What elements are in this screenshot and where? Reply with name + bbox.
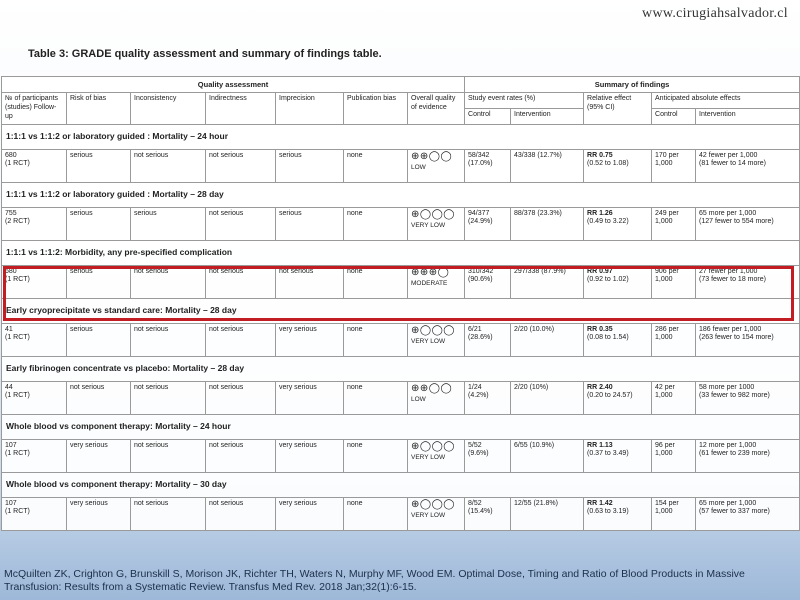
inconsistency-value: not serious xyxy=(134,267,169,275)
control-rate-cell xyxy=(465,265,511,298)
abs-intervention-ci: (61 fewer to 239 more) xyxy=(699,450,770,458)
indirectness-cell xyxy=(206,149,276,182)
indirectness-cell xyxy=(206,207,276,240)
imprecision-value: very serious xyxy=(279,441,317,449)
relative-effect-cell xyxy=(584,265,652,298)
risk-of-bias-cell xyxy=(67,207,131,240)
indirectness-value: not serious xyxy=(209,325,244,333)
imprecision-value: serious xyxy=(279,151,302,159)
table-row xyxy=(2,381,800,414)
intervention-rate: 2/20 (10%) xyxy=(514,383,549,391)
imprecision-value: very serious xyxy=(279,499,317,507)
control-rate: 1/24 xyxy=(468,383,482,391)
indirectness-header: Indirectness xyxy=(206,93,276,124)
section-title: Whole blood vs component therapy: Mortality – 24 hour xyxy=(2,414,800,439)
quality-label: VERY LOW xyxy=(411,511,446,519)
indirectness-value: not serious xyxy=(209,441,244,449)
control-pct: (4.2%) xyxy=(468,392,489,400)
rr-ci: (0.92 to 1.02) xyxy=(587,276,629,284)
abs-control-cell xyxy=(652,381,696,414)
quality-assessment-header: Quality assessment xyxy=(2,77,465,93)
table-row xyxy=(2,265,800,298)
participants-count: 107 xyxy=(5,441,17,449)
publication-bias-value: none xyxy=(347,267,363,275)
abs-control-cell xyxy=(652,149,696,182)
abs-control-cell xyxy=(652,439,696,472)
quality-symbols: ⊕◯◯◯ xyxy=(411,208,455,220)
absolute-effects-header: Anticipated absolute effects xyxy=(652,93,800,109)
section-title: 1:1:1 vs 1:1:2 or laboratory guided : Mortality – 24 hour xyxy=(2,124,800,149)
abs-intervention-ci: (33 fewer to 982 more) xyxy=(699,392,770,400)
imprecision-cell xyxy=(276,207,344,240)
risk-of-bias-value: very serious xyxy=(70,499,108,507)
quality-symbols: ⊕⊕◯◯ xyxy=(411,382,453,394)
publication-bias-value: none xyxy=(347,499,363,507)
relative-effect-cell xyxy=(584,207,652,240)
quality-symbols: ⊕◯◯◯ xyxy=(411,498,455,510)
inconsistency-header: Inconsistency xyxy=(131,93,206,124)
participants-cell xyxy=(2,497,67,530)
publication-bias-cell xyxy=(344,207,408,240)
intervention-rate: 88/378 (23.3%) xyxy=(514,209,562,217)
intervention-rate-cell xyxy=(511,497,584,530)
imprecision-cell xyxy=(276,497,344,530)
table-row xyxy=(2,439,800,472)
rr-value: RR 0.97 xyxy=(587,267,613,275)
intervention-rate: 12/55 (21.8%) xyxy=(514,499,558,507)
imprecision-cell xyxy=(276,439,344,472)
risk-of-bias-value: serious xyxy=(70,325,93,333)
abs-control-value: 170 per 1,000 xyxy=(655,151,679,168)
relative-effect-header: Relative effect (95% CI) xyxy=(584,93,652,124)
control-rate-cell xyxy=(465,149,511,182)
abs-control-cell xyxy=(652,323,696,356)
control-pct: (15.4%) xyxy=(468,508,493,516)
control-rate: 8/52 xyxy=(468,499,482,507)
overall-quality-header: Overall quality of evidence xyxy=(408,93,465,124)
rr-value: RR 1.13 xyxy=(587,441,613,449)
section-row xyxy=(2,240,800,265)
control-pct: (24.9%) xyxy=(468,218,493,226)
indirectness-value: not serious xyxy=(209,151,244,159)
imprecision-cell xyxy=(276,381,344,414)
participants-header: № of participants (studies) Follow-up xyxy=(2,93,67,124)
control-rate: 310/342 xyxy=(468,267,494,275)
intervention-rate-cell xyxy=(511,207,584,240)
indirectness-value: not serious xyxy=(209,209,244,217)
rr-ci: (0.52 to 1.08) xyxy=(587,160,629,168)
publication-bias-cell xyxy=(344,323,408,356)
section-title: 1:1:1 vs 1:1:2 or laboratory guided : Mortality – 28 day xyxy=(2,182,800,207)
study-event-rates-header: Study event rates (%) xyxy=(465,93,584,109)
section-row xyxy=(2,298,800,323)
quality-cell xyxy=(408,149,465,182)
inconsistency-cell xyxy=(131,439,206,472)
inconsistency-value: not serious xyxy=(134,499,169,507)
intervention-rate: 2/20 (10.0%) xyxy=(514,325,555,333)
rr-ci: (0.49 to 3.22) xyxy=(587,218,629,226)
risk-of-bias-value: serious xyxy=(70,267,93,275)
inconsistency-cell xyxy=(131,265,206,298)
site-url: www.cirugiahsalvador.cl xyxy=(642,6,788,21)
abs-intervention-value: 12 more per 1,000 xyxy=(699,441,757,449)
intervention-rate: 6/55 (10.9%) xyxy=(514,441,555,449)
section-row xyxy=(2,472,800,497)
participants-cell xyxy=(2,149,67,182)
section-title: Early fibrinogen concentrate vs placebo: Mortality – 28 day xyxy=(2,356,800,381)
control-header: Control xyxy=(465,109,511,125)
publication-bias-cell xyxy=(344,149,408,182)
studies-count: (1 RCT) xyxy=(5,508,30,516)
studies-count: (1 RCT) xyxy=(5,392,30,400)
abs-intervention-value: 65 more per 1,000 xyxy=(699,209,757,217)
table-row xyxy=(2,497,800,530)
intervention-header: Intervention xyxy=(511,109,584,125)
quality-cell xyxy=(408,323,465,356)
rr-ci: (0.37 to 3.49) xyxy=(587,450,629,458)
control-rate: 58/342 xyxy=(468,151,490,159)
group-header-row xyxy=(2,77,800,93)
quality-symbols: ⊕⊕◯◯ xyxy=(411,150,453,162)
imprecision-cell xyxy=(276,265,344,298)
participants-count: 107 xyxy=(5,499,17,507)
imprecision-value: very serious xyxy=(279,325,317,333)
rr-value: RR 0.75 xyxy=(587,151,613,159)
publication-bias-value: none xyxy=(347,441,363,449)
abs-intervention-value: 58 more per 1000 xyxy=(699,383,755,391)
relative-effect-cell xyxy=(584,323,652,356)
imprecision-cell xyxy=(276,323,344,356)
risk-of-bias-cell xyxy=(67,149,131,182)
rr-value: RR 0.35 xyxy=(587,325,613,333)
indirectness-value: not serious xyxy=(209,499,244,507)
control-rate-cell xyxy=(465,381,511,414)
section-row xyxy=(2,182,800,207)
risk-of-bias-cell xyxy=(67,497,131,530)
participants-cell xyxy=(2,207,67,240)
rr-ci: (0.20 to 24.57) xyxy=(587,392,633,400)
intervention-rate-cell xyxy=(511,265,584,298)
imprecision-cell xyxy=(276,149,344,182)
control-rate-cell xyxy=(465,207,511,240)
abs-intervention-cell xyxy=(696,323,800,356)
rr-value: RR 2.40 xyxy=(587,383,613,391)
quality-label: LOW xyxy=(411,395,426,403)
quality-label: VERY LOW xyxy=(411,337,446,345)
quality-cell xyxy=(408,497,465,530)
control-rate: 6/21 xyxy=(468,325,482,333)
quality-label: MODERATE xyxy=(411,279,448,287)
relative-effect-cell xyxy=(584,497,652,530)
abs-intervention-ci: (127 fewer to 554 more) xyxy=(699,218,774,226)
intervention-rate-cell xyxy=(511,149,584,182)
quality-symbols: ⊕⊕⊕◯ xyxy=(411,266,450,278)
quality-cell xyxy=(408,439,465,472)
participants-cell xyxy=(2,265,67,298)
abs-intervention-cell xyxy=(696,381,800,414)
participants-count: 755 xyxy=(5,209,17,217)
quality-cell xyxy=(408,265,465,298)
intervention-rate-cell xyxy=(511,439,584,472)
control-rate-cell xyxy=(465,323,511,356)
participants-count: 680 xyxy=(5,267,17,275)
table-body xyxy=(2,124,800,530)
inconsistency-value: not serious xyxy=(134,325,169,333)
abs-intervention-cell xyxy=(696,149,800,182)
abs-intervention-header: Intervention xyxy=(696,109,800,125)
table-row xyxy=(2,149,800,182)
control-pct: (9.6%) xyxy=(468,450,489,458)
quality-cell xyxy=(408,207,465,240)
indirectness-value: not serious xyxy=(209,383,244,391)
abs-control-cell xyxy=(652,265,696,298)
inconsistency-value: not serious xyxy=(134,441,169,449)
publication-bias-header: Publication bias xyxy=(344,93,408,124)
indirectness-cell xyxy=(206,265,276,298)
imprecision-header: Imprecision xyxy=(276,93,344,124)
risk-of-bias-header: Risk of bias xyxy=(67,93,131,124)
risk-of-bias-value: very serious xyxy=(70,441,108,449)
section-title: 1:1:1 vs 1:1:2: Morbidity, any pre-specified complication xyxy=(2,240,800,265)
risk-of-bias-value: serious xyxy=(70,209,93,217)
abs-intervention-value: 42 fewer per 1,000 xyxy=(699,151,758,159)
imprecision-value: not serious xyxy=(279,267,314,275)
table-row xyxy=(2,207,800,240)
participants-count: 41 xyxy=(5,325,13,333)
abs-intervention-cell xyxy=(696,265,800,298)
studies-count: (1 RCT) xyxy=(5,334,30,342)
abs-control-value: 154 per 1,000 xyxy=(655,499,679,516)
studies-count: (2 RCT) xyxy=(5,218,30,226)
abs-intervention-value: 186 fewer per 1,000 xyxy=(699,325,762,333)
inconsistency-value: serious xyxy=(134,209,157,217)
rr-value: RR 1.42 xyxy=(587,499,613,507)
participants-cell xyxy=(2,323,67,356)
table-row xyxy=(2,323,800,356)
abs-control-value: 42 per 1,000 xyxy=(655,383,675,400)
intervention-rate: 43/338 (12.7%) xyxy=(514,151,562,159)
intervention-rate-cell xyxy=(511,381,584,414)
indirectness-cell xyxy=(206,323,276,356)
publication-bias-cell xyxy=(344,439,408,472)
inconsistency-cell xyxy=(131,381,206,414)
inconsistency-cell xyxy=(131,497,206,530)
quality-cell xyxy=(408,381,465,414)
publication-bias-value: none xyxy=(347,209,363,217)
control-pct: (17.0%) xyxy=(468,160,493,168)
participants-cell xyxy=(2,381,67,414)
publication-bias-cell xyxy=(344,497,408,530)
studies-count: (1 RCT) xyxy=(5,450,30,458)
inconsistency-value: not serious xyxy=(134,383,169,391)
section-title: Whole blood vs component therapy: Mortality – 30 day xyxy=(2,472,800,497)
inconsistency-cell xyxy=(131,149,206,182)
table-caption: Table 3: GRADE quality assessment and summary of findings table. xyxy=(28,48,382,60)
citation-footer: McQuilten ZK, Crighton G, Brunskill S, Morison JK, Richter TH, Waters N, Murphy MF, Wood EM. Optimal Dose, Timing and Ratio of Blood Products in Massive Transfusion: Results from a Systematic Review. Transfus Med Rev. 2018 Jan;32(1):6-15. xyxy=(4,568,745,593)
risk-of-bias-cell xyxy=(67,381,131,414)
quality-label: VERY LOW xyxy=(411,221,446,229)
publication-bias-value: none xyxy=(347,325,363,333)
rr-value: RR 1.26 xyxy=(587,209,613,217)
abs-intervention-ci: (263 fewer to 154 more) xyxy=(699,334,774,342)
participants-count: 680 xyxy=(5,151,17,159)
abs-intervention-ci: (57 fewer to 337 more) xyxy=(699,508,770,516)
inconsistency-value: not serious xyxy=(134,151,169,159)
relative-effect-cell xyxy=(584,439,652,472)
imprecision-value: serious xyxy=(279,209,302,217)
quality-symbols: ⊕◯◯◯ xyxy=(411,324,455,336)
grade-table xyxy=(1,76,800,531)
abs-control-cell xyxy=(652,497,696,530)
control-rate-cell xyxy=(465,439,511,472)
summary-of-findings-header: Summary of findings xyxy=(465,77,800,93)
relative-effect-cell xyxy=(584,149,652,182)
risk-of-bias-value: not serious xyxy=(70,383,105,391)
imprecision-value: very serious xyxy=(279,383,317,391)
abs-control-value: 906 per 1,000 xyxy=(655,267,679,284)
control-rate-cell xyxy=(465,497,511,530)
abs-intervention-ci: (81 fewer to 14 more) xyxy=(699,160,766,168)
risk-of-bias-cell xyxy=(67,323,131,356)
intervention-rate-cell xyxy=(511,323,584,356)
intervention-rate: 297/338 (87.9%) xyxy=(514,267,566,275)
abs-control-value: 96 per 1,000 xyxy=(655,441,675,458)
abs-control-header: Control xyxy=(652,109,696,125)
control-rate: 5/52 xyxy=(468,441,482,449)
indirectness-value: not serious xyxy=(209,267,244,275)
quality-label: LOW xyxy=(411,163,426,171)
risk-of-bias-cell xyxy=(67,265,131,298)
section-row xyxy=(2,356,800,381)
participants-count: 44 xyxy=(5,383,13,391)
abs-control-value: 286 per 1,000 xyxy=(655,325,679,342)
quality-symbols: ⊕◯◯◯ xyxy=(411,440,455,452)
abs-intervention-cell xyxy=(696,497,800,530)
section-row xyxy=(2,124,800,149)
control-rate: 94/377 xyxy=(468,209,490,217)
abs-control-value: 249 per 1,000 xyxy=(655,209,679,226)
publication-bias-cell xyxy=(344,381,408,414)
column-header-row xyxy=(2,93,800,109)
inconsistency-cell xyxy=(131,207,206,240)
rr-ci: (0.63 to 3.19) xyxy=(587,508,629,516)
studies-count: (1 RCT) xyxy=(5,160,30,168)
publication-bias-value: none xyxy=(347,151,363,159)
risk-of-bias-value: serious xyxy=(70,151,93,159)
control-pct: (28.6%) xyxy=(468,334,493,342)
abs-intervention-ci: (73 fewer to 18 more) xyxy=(699,276,766,284)
rr-ci: (0.08 to 1.54) xyxy=(587,334,629,342)
section-title: Early cryoprecipitate vs standard care: Mortality – 28 day xyxy=(2,298,800,323)
inconsistency-cell xyxy=(131,323,206,356)
indirectness-cell xyxy=(206,381,276,414)
abs-intervention-cell xyxy=(696,439,800,472)
abs-control-cell xyxy=(652,207,696,240)
publication-bias-value: none xyxy=(347,383,363,391)
indirectness-cell xyxy=(206,497,276,530)
indirectness-cell xyxy=(206,439,276,472)
quality-label: VERY LOW xyxy=(411,453,446,461)
risk-of-bias-cell xyxy=(67,439,131,472)
studies-count: (1 RCT) xyxy=(5,276,30,284)
participants-cell xyxy=(2,439,67,472)
section-row xyxy=(2,414,800,439)
control-pct: (90.6%) xyxy=(468,276,493,284)
publication-bias-cell xyxy=(344,265,408,298)
abs-intervention-cell xyxy=(696,207,800,240)
abs-intervention-value: 65 more per 1,000 xyxy=(699,499,757,507)
abs-intervention-value: 27 fewer per 1,000 xyxy=(699,267,758,275)
relative-effect-cell xyxy=(584,381,652,414)
